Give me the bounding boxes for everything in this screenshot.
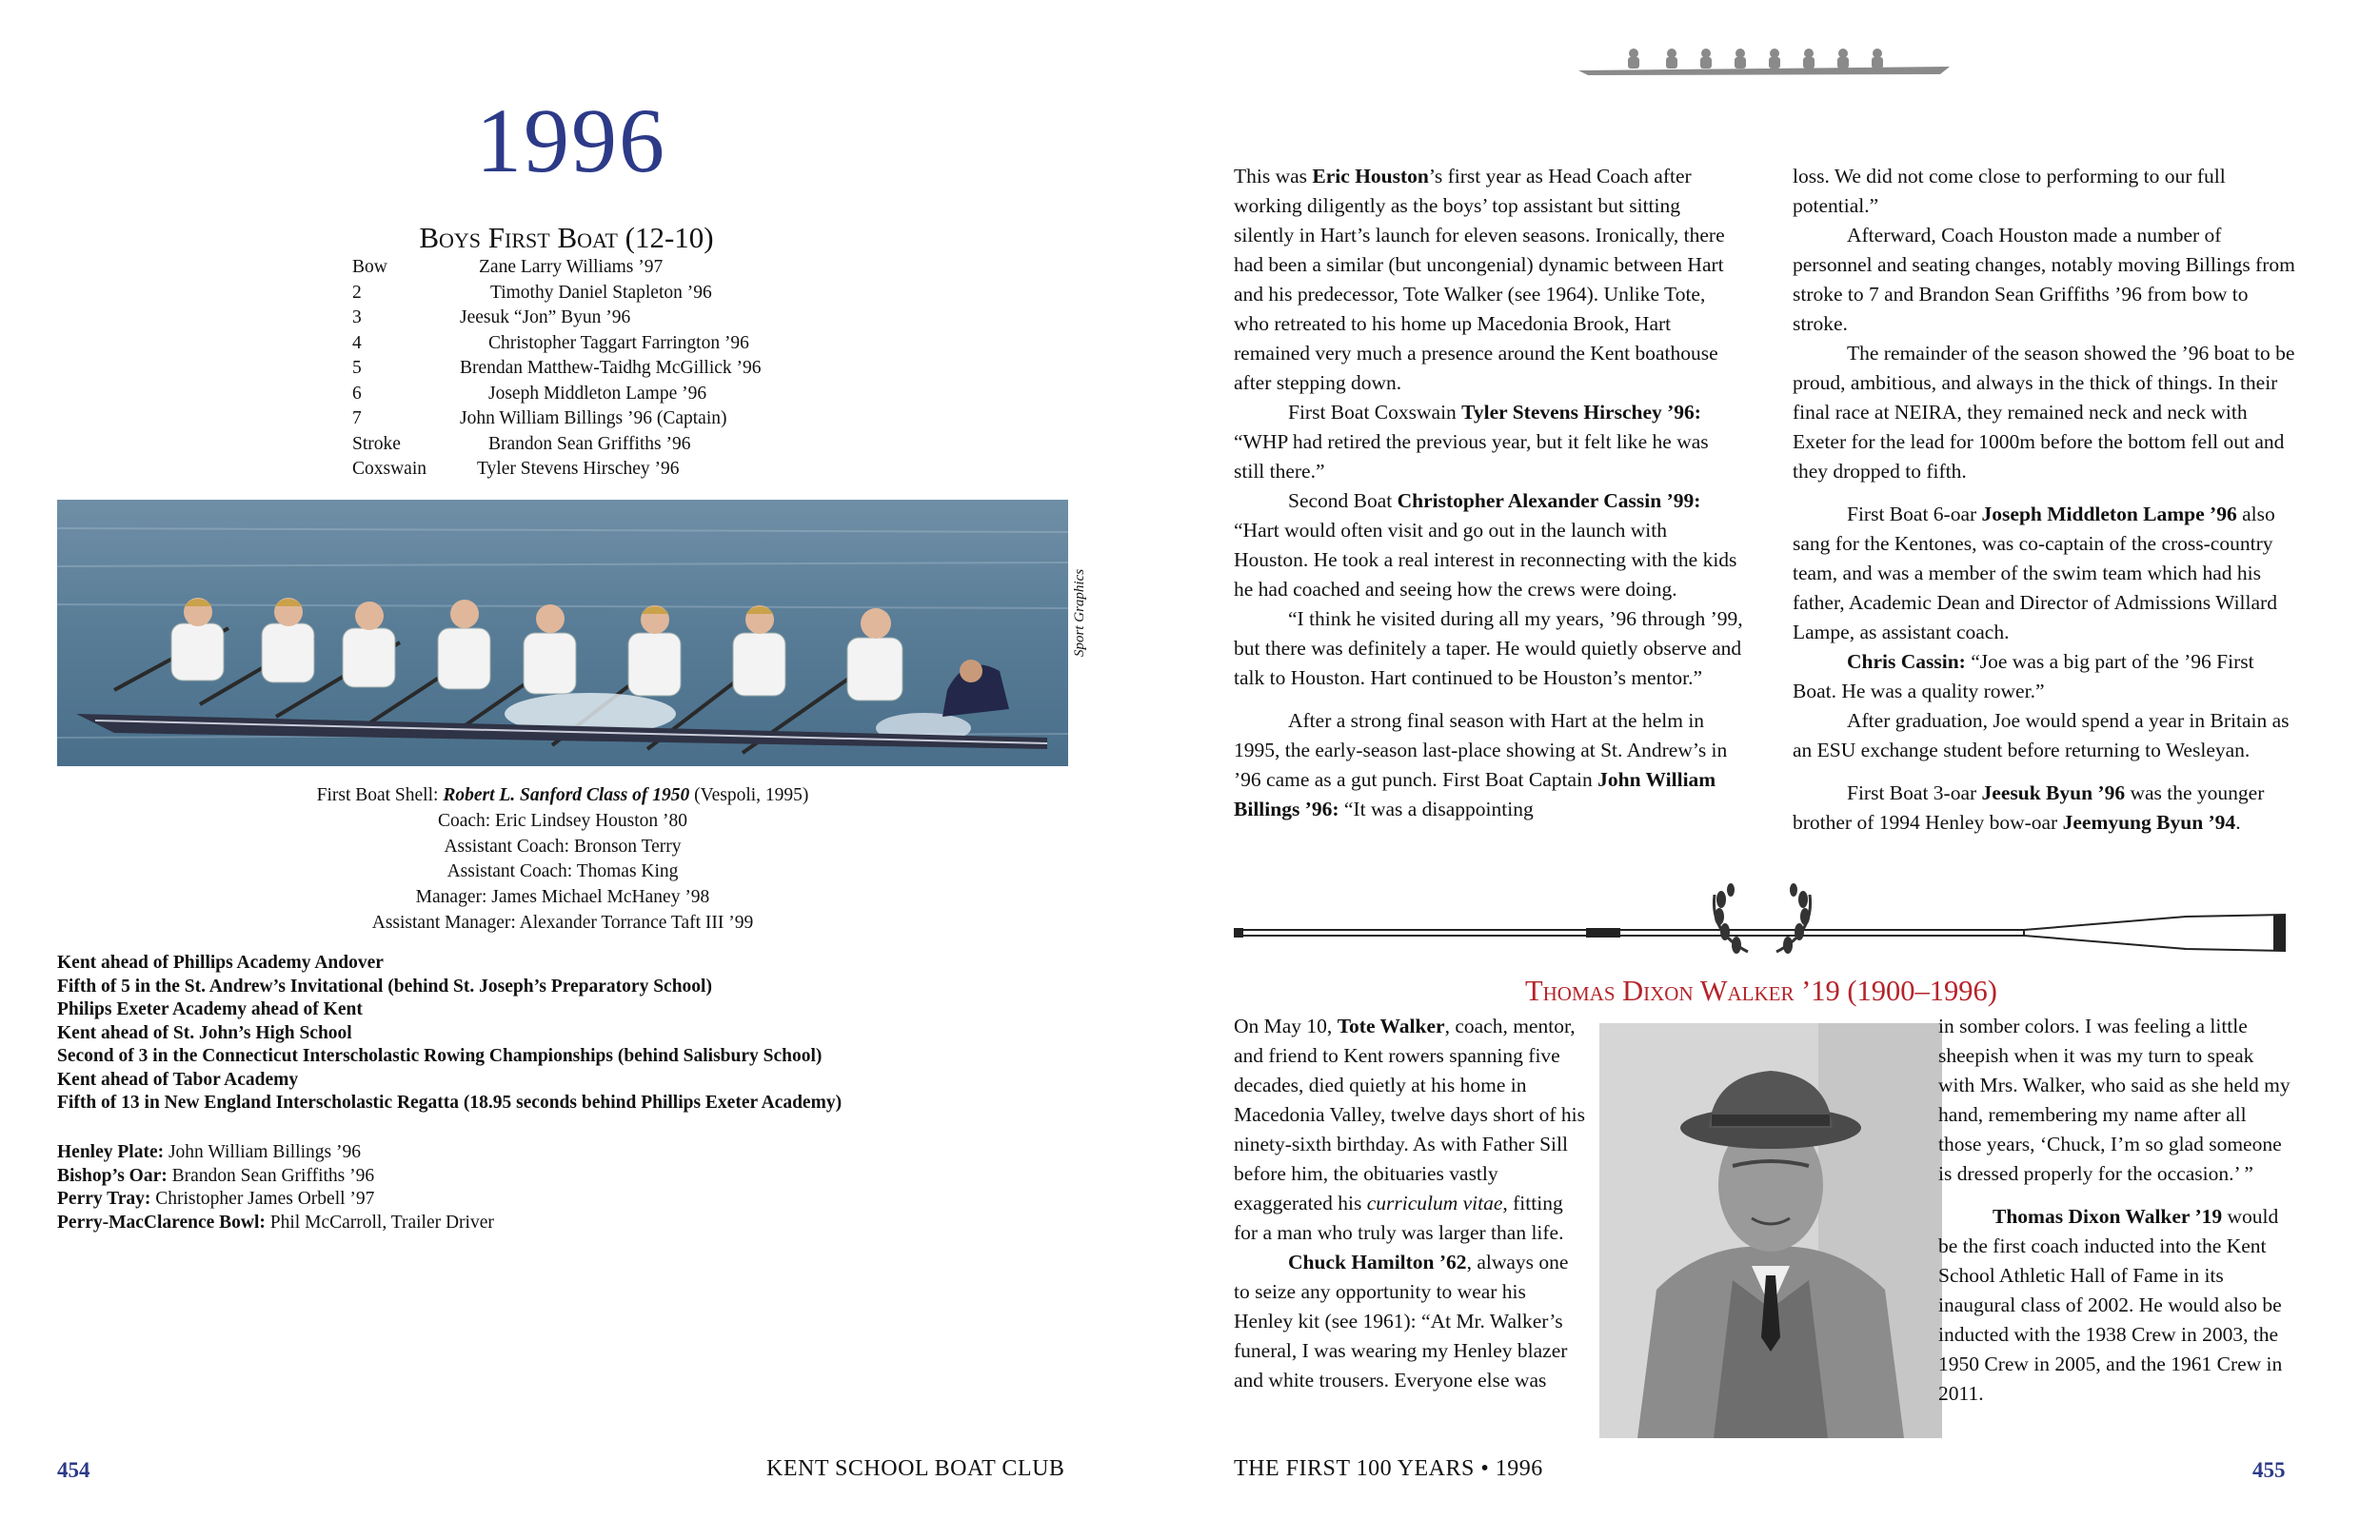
paragraph: First Boat Coxswain Tyler Stevens Hirschey ’96: “WHP had retired the previous year, but it felt like he was still there.” — [1234, 401, 1709, 483]
award-value: Christopher James Orbell ’97 — [150, 1189, 375, 1209]
rower-name: Joseph Middleton Lampe ’96 — [488, 383, 707, 404]
result-line: Second of 3 in the Connecticut Interscholastic Rowing Championships (behind Salisbury School) — [57, 1046, 823, 1066]
seat-label: 3 — [352, 307, 362, 327]
shell-info — [57, 783, 1068, 937]
award-label: Bishop’s Oar: — [57, 1165, 168, 1186]
shell-line — [57, 783, 1068, 809]
result-line: Fifth of 5 in the St. Andrew’s Invitational (behind St. Joseph’s Preparatory School) — [57, 976, 712, 997]
roster-row — [352, 331, 847, 357]
seat-label: Bow — [352, 257, 387, 277]
portrait-photo — [1599, 1023, 1942, 1438]
staff-line: Assistant Coach: Thomas King — [446, 861, 679, 882]
crew-roster — [352, 255, 847, 483]
rower-name: Brandon Sean Griffiths ’96 — [488, 433, 691, 454]
year-heading: 1996 — [476, 89, 666, 191]
roster-row — [352, 356, 847, 382]
roster-row — [352, 432, 847, 458]
shell-name: Robert L. Sanford Class of 1950 — [443, 785, 690, 805]
footer-left: KENT SCHOOL BOAT CLUB — [766, 1456, 1065, 1481]
boat-title: Boys First Boat (12-10) — [419, 221, 714, 254]
staff-line: Coach: Eric Lindsey Houston ’80 — [437, 810, 688, 831]
award-label: Perry-MacClarence Bowl: — [57, 1212, 266, 1233]
paragraph: First Boat 6-oar Joseph Middleton Lampe ’96 also sang for the Kentones, was co-captain of the cross-country team, and was a member of the swim team which had his father, Academic Dean and Director of Admissions Willard Lampe, as assistant coach. — [1793, 503, 2277, 643]
roster-row — [352, 255, 847, 281]
staff-line: Assistant Coach: Bronson Terry — [444, 836, 682, 857]
roster-row — [352, 457, 847, 483]
awards-list — [57, 1141, 1066, 1234]
paragraph: This was Eric Houston’s first year as Head Coach after working diligently as the boys’ top assistant but sitting silently in Hart’s launch for eleven seasons. Ironically, there had been a similar (but uncongenial) dynamic between Hart and his predecessor, Tote Walker (see 1964). Unlike Tote, who retreated to his home up Macedonia Brook, Hart remained very much a presence around the Kent boathouse after stepping down. — [1234, 165, 1725, 394]
award-label: Henley Plate: — [57, 1142, 165, 1162]
result-line: Kent ahead of St. John’s High School — [57, 1022, 352, 1043]
oar-divider — [1234, 871, 2291, 966]
seat-label: 7 — [352, 408, 362, 428]
staff-line: Assistant Manager: Alexander Torrance Taft III ’99 — [371, 912, 754, 933]
result-line: Philips Exeter Academy ahead of Kent — [57, 999, 363, 1019]
seat-label: 4 — [352, 332, 362, 353]
article-column-2 — [1793, 162, 2297, 838]
article-column-1 — [1234, 162, 1743, 824]
rowing-crew-icon — [1578, 46, 1950, 79]
result-line: Kent ahead of Phillips Academy Andover — [57, 953, 384, 973]
award-value: Phil McCarroll, Trailer Driver — [265, 1212, 494, 1233]
paragraph: “I think he visited during all my years, ’96 through ’99, but there was definitely a taper. He would quietly observe and talk to Houston. Hart continued to be Houston’s mentor.” — [1234, 607, 1743, 689]
result-line: Kent ahead of Tabor Academy — [57, 1069, 299, 1090]
seat-label: 2 — [352, 282, 362, 303]
award-line — [57, 1141, 1066, 1165]
paragraph: in somber colors. I was feeling a little sheepish when it was my turn to speak with Mrs. Walker, who said as she held my hand, remembering my name after all those years, ‘Chuck, I’m so glad someone is dressed properly for the occasion.’ ” — [1938, 1015, 2291, 1185]
photo-credit: Sport Graphics — [1072, 568, 1087, 657]
paragraph: Chuck Hamilton ’62, always one to seize any opportunity to wear his Henley kit (see 1961): “At Mr. Walker’s funeral, I was wearing my Henley blazer and white trousers. Everyone else was — [1234, 1251, 1569, 1392]
rower-name: John William Billings ’96 (Captain) — [460, 408, 727, 428]
paragraph: After a strong final season with Hart at the helm in 1995, the early-season last-place showing at St. Andrew’s in ’96 came as a gut punch. First Boat Captain John William Billings ’96: “It was a disappointing — [1234, 709, 1728, 820]
seat-label: Stroke — [352, 433, 401, 454]
shell-label: First Boat Shell: — [316, 785, 444, 805]
staff-line: Manager: James Michael McHaney ’98 — [415, 887, 710, 908]
award-value: Brandon Sean Griffiths ’96 — [167, 1165, 375, 1186]
obituary-column-2 — [1938, 1012, 2291, 1409]
crew-photo-image — [57, 500, 1068, 766]
award-line — [57, 1212, 1066, 1235]
roster-row — [352, 382, 847, 407]
award-label: Perry Tray: — [57, 1189, 151, 1209]
award-line — [57, 1188, 1066, 1212]
rower-name: Timothy Daniel Stapleton ’96 — [490, 282, 712, 303]
rower-name: Christopher Taggart Farrington ’96 — [488, 332, 749, 353]
paragraph: Chris Cassin: “Joe was a big part of the ’96 First Boat. He was a quality rower.” — [1793, 650, 2254, 702]
rower-name: Jeesuk “Jon” Byun ’96 — [460, 307, 631, 327]
crew-photo — [57, 500, 1068, 766]
seat-label: Coxswain — [352, 459, 426, 479]
paragraph: On May 10, Tote Walker, coach, mentor, and friend to Kent rowers spanning five decades, died quietly at his home in Macedonia Valley, twelve days short of his ninety-sixth birthday. As with Father Sill before him, the obituaries vastly exaggerated his curriculum vitae, fitting for a man who truly was larger than life. — [1234, 1015, 1585, 1244]
race-results — [57, 952, 1066, 1116]
obituary-title: Thomas Dixon Walker ’19 (1900–1996) — [1525, 975, 1997, 1007]
paragraph: Second Boat Christopher Alexander Cassin ’99: “Hart would often visit and go out in the launch with Houston. He took a real interest in reconnecting with the kids he had coached and seeing how the crews were doing. — [1234, 489, 1737, 601]
result-line: Fifth of 13 in New England Interscholastic Regatta (18.95 seconds behind Phillips Exeter Academy) — [57, 1093, 843, 1113]
roster-row — [352, 406, 847, 432]
award-value: John William Billings ’96 — [164, 1142, 361, 1162]
paragraph: After graduation, Joe would spend a year in Britain as an ESU exchange student before returning to Wesleyan. — [1793, 709, 2290, 761]
footer-right: THE FIRST 100 YEARS • 1996 — [1234, 1456, 1543, 1481]
rower-name: Tyler Stevens Hirschey ’96 — [477, 459, 680, 479]
seat-label: 6 — [352, 383, 362, 404]
portrait-photo-image — [1599, 1023, 1942, 1438]
oar-wreath-icon — [1234, 871, 2291, 966]
roster-row — [352, 306, 847, 331]
page-number-right: 455 — [2252, 1458, 2286, 1482]
roster-row — [352, 281, 847, 306]
page-number-left: 454 — [57, 1458, 90, 1482]
rower-name: Zane Larry Williams ’97 — [479, 257, 664, 277]
paragraph: Afterward, Coach Houston made a number of personnel and seating changes, notably moving Billings from stroke to 7 and Brandon Sean Griffiths ’96 from bow to stroke. — [1793, 224, 2295, 335]
obituary-column-1 — [1234, 1012, 1586, 1395]
paragraph: The remainder of the season showed the ’96 boat to be proud, ambitious, and always in the thick of things. In their final race at NEIRA, they remained neck and neck with Exeter for the lead for 1000m before the bottom fell out and they dropped to fifth. — [1793, 342, 2295, 483]
award-line — [57, 1165, 1066, 1189]
paragraph: loss. We did not come close to performing to our full potential.” — [1793, 165, 2226, 217]
shell-detail: (Vespoli, 1995) — [689, 785, 809, 805]
paragraph: Thomas Dixon Walker ’19 would be the first coach inducted into the Kent School Athletic Hall of Fame in its inaugural class of 2002. He would also be inducted with the 1938 Crew in 2003, the 1950 Crew in 2005, and the 1961 Crew in 2011. — [1938, 1205, 2283, 1405]
rower-name: Brendan Matthew-Taidhg McGillick ’96 — [460, 358, 762, 378]
seat-label: 5 — [352, 358, 362, 378]
rowing-crew-icon-graphic — [1578, 46, 1950, 79]
paragraph: First Boat 3-oar Jeesuk Byun ’96 was the younger brother of 1994 Henley bow-oar Jeemyung Byun ’94. — [1793, 781, 2265, 834]
